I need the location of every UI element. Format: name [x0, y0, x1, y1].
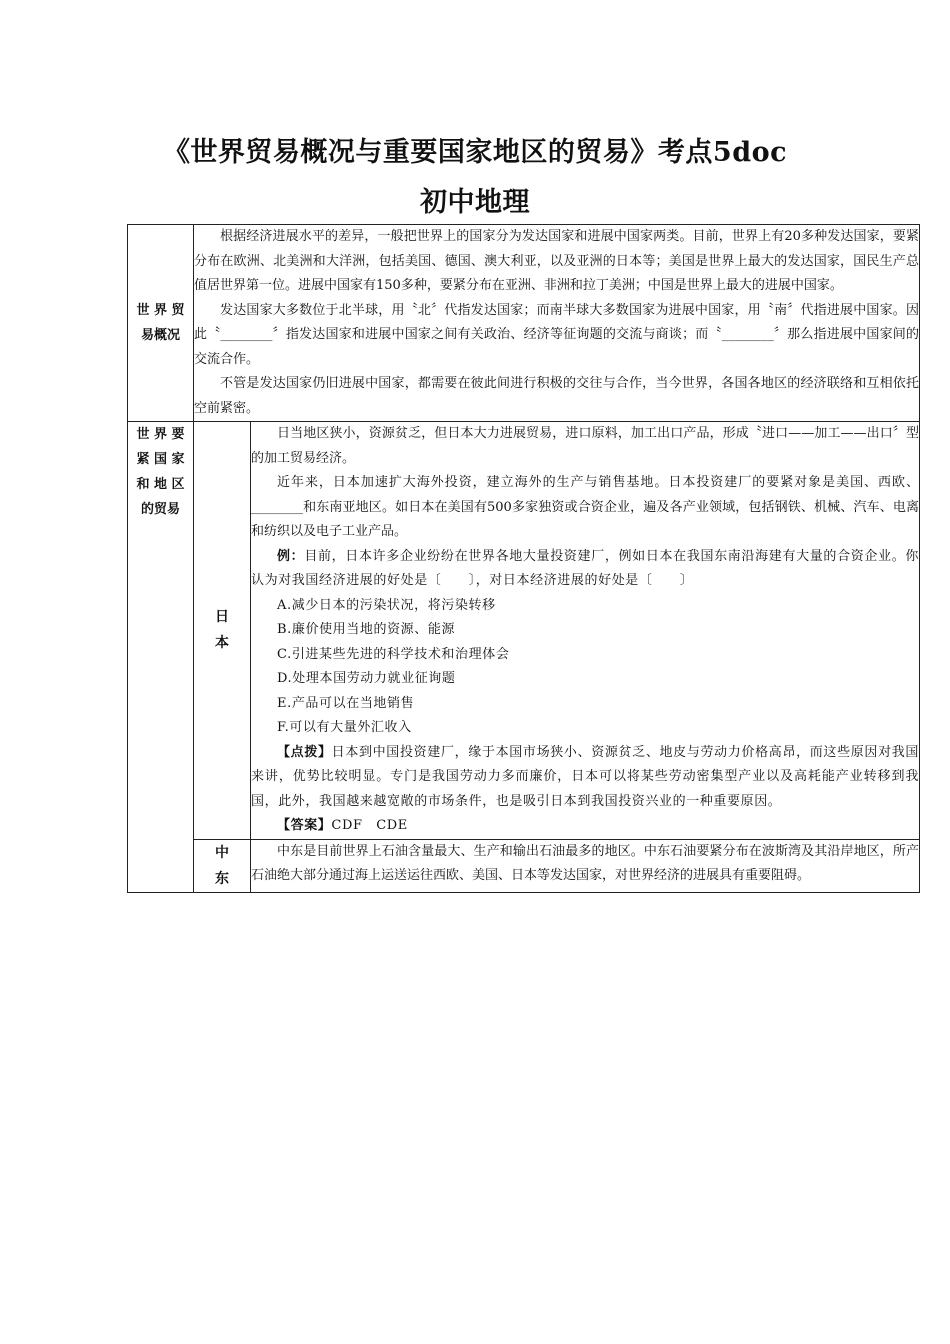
mideast-label-line1: 中 [215, 844, 229, 861]
answer-text: CDF CDE [331, 818, 408, 833]
option-f: F.可以有大量外汇收入 [277, 720, 412, 735]
japan-hint [251, 741, 919, 815]
document-title: 《世界贸易概况与重要国家地区的贸易》考点5doc [162, 137, 788, 168]
mideast-row [128, 839, 920, 892]
overview-content [194, 225, 920, 422]
japan-answer [251, 814, 919, 839]
japan-label-line2: 本 [215, 635, 229, 652]
example-text: 目前，日本许多企业纷纷在世界各地大量投资建厂，例如日本在我国东南沿海建有大量的合资企业。你认为对我国经济进展的好处是〔 〕，对日本经济进展的好处是〔 〕 [251, 548, 919, 588]
overview-label-line2: 易概况 [140, 328, 180, 343]
mideast-content [251, 839, 920, 892]
regions-label-line2: 紧 国 家 [136, 452, 185, 467]
overview-row [128, 225, 920, 422]
mideast-label-cell [194, 839, 251, 892]
option-d: D.处理本国劳动力就业征询题 [277, 671, 456, 686]
japan-paragraph-2: 近年来，日本加速扩大海外投资，建立海外的生产与销售基地。日本投资建厂的要紧对象是美国、西欧、________和东南亚地区。如日本在美国有500多家独资或合资企业，遍及各产业领域，包括钢铁、机械、汽车、电离和纺织以及电子工业产品。 [251, 475, 919, 539]
option-e: E.产品可以在当地销售 [277, 695, 415, 711]
japan-example [251, 545, 919, 594]
answer-label: 【答案】 [277, 818, 332, 833]
regions-label-line4: 的贸易 [140, 502, 180, 517]
japan-paragraph-1: 日当地区狭小，资源贫乏，但日本大力进展贸易，进口原料，加工出口产品，形成〝进口——加工——出口〞型的加工贸易经济。 [251, 426, 919, 466]
regions-label-line3: 和 地 区 [136, 477, 185, 492]
document-subtitle: 初中地理 [420, 187, 530, 218]
option-c: C.引进某些先进的科学技术和治理体会 [277, 646, 510, 662]
japan-label-cell [194, 422, 251, 840]
overview-paragraph-3: 不管是发达国家仍旧进展中国家，都需要在彼此间进行积极的交往与合作，当今世界，各国各地区的经济联络和互相依托空前紧密。 [194, 376, 919, 416]
hint-label: 【点拨】 [277, 744, 332, 760]
mideast-paragraph-1: 中东是目前世界上石油含量最大、生产和输出石油最多的地区。中东石油要紧分布在波斯湾及其沿岸地区，所产石油绝大部分通过海上运送运往西欧、美国、日本等发达国家，对世界经济的进展具有重要阻碍。 [251, 843, 919, 883]
option-b: B.廉价使用当地的资源、能源 [277, 622, 456, 637]
overview-label-cell [128, 225, 194, 422]
content-table [127, 224, 920, 893]
regions-label-cell [128, 422, 194, 893]
japan-row [128, 422, 920, 840]
regions-label-line1: 世 界 要 [136, 427, 185, 442]
mideast-label-line2: 东 [215, 870, 229, 887]
japan-label-line1: 日 [215, 609, 229, 626]
overview-paragraph-1: 根据经济进展水平的差异，一般把世界上的国家分为发达国家和进展中国家两类。目前，世界上有20多种发达国家，要紧分布在欧洲、北美洲和大洋洲，包括美国、德国、澳大利亚，以及亚洲的日本等；美国是世界上最大的发达国家，国民生产总值居世界第一位。进展中国家有150多种，要紧分布在亚洲、非洲和拉丁美洲；中国是世界上最大的进展中国家。 [194, 229, 919, 293]
option-a: A.减少日本的污染状况，将污染转移 [277, 597, 496, 613]
overview-paragraph-2: 发达国家大多数位于北半球，用〝北〞代指发达国家；而南半球大多数国家为进展中国家，用〝南〞代指进展中国家。因此〝________〞指发达国家和进展中国家之间有关政治、经济等征询题的交流与商谈；而〝________〞那么指进展中国家间的交流合作。 [194, 302, 919, 367]
hint-text: 日本到中国投资建厂，缘于本国市场狭小、资源贫乏、地皮与劳动力价格高昂，而这些原因对我国来讲，优势比较明显。专门是我国劳动力多而廉价，日本可以将某些劳动密集型产业以及高耗能产业转移到我国，此外，我国越来越宽敞的市场条件，也是吸引日本到我国投资兴业的一种重要原因。 [251, 744, 919, 809]
overview-label-line1: 世 界 贸 [136, 303, 185, 318]
example-label: 例： [277, 548, 305, 564]
japan-content [251, 422, 920, 840]
